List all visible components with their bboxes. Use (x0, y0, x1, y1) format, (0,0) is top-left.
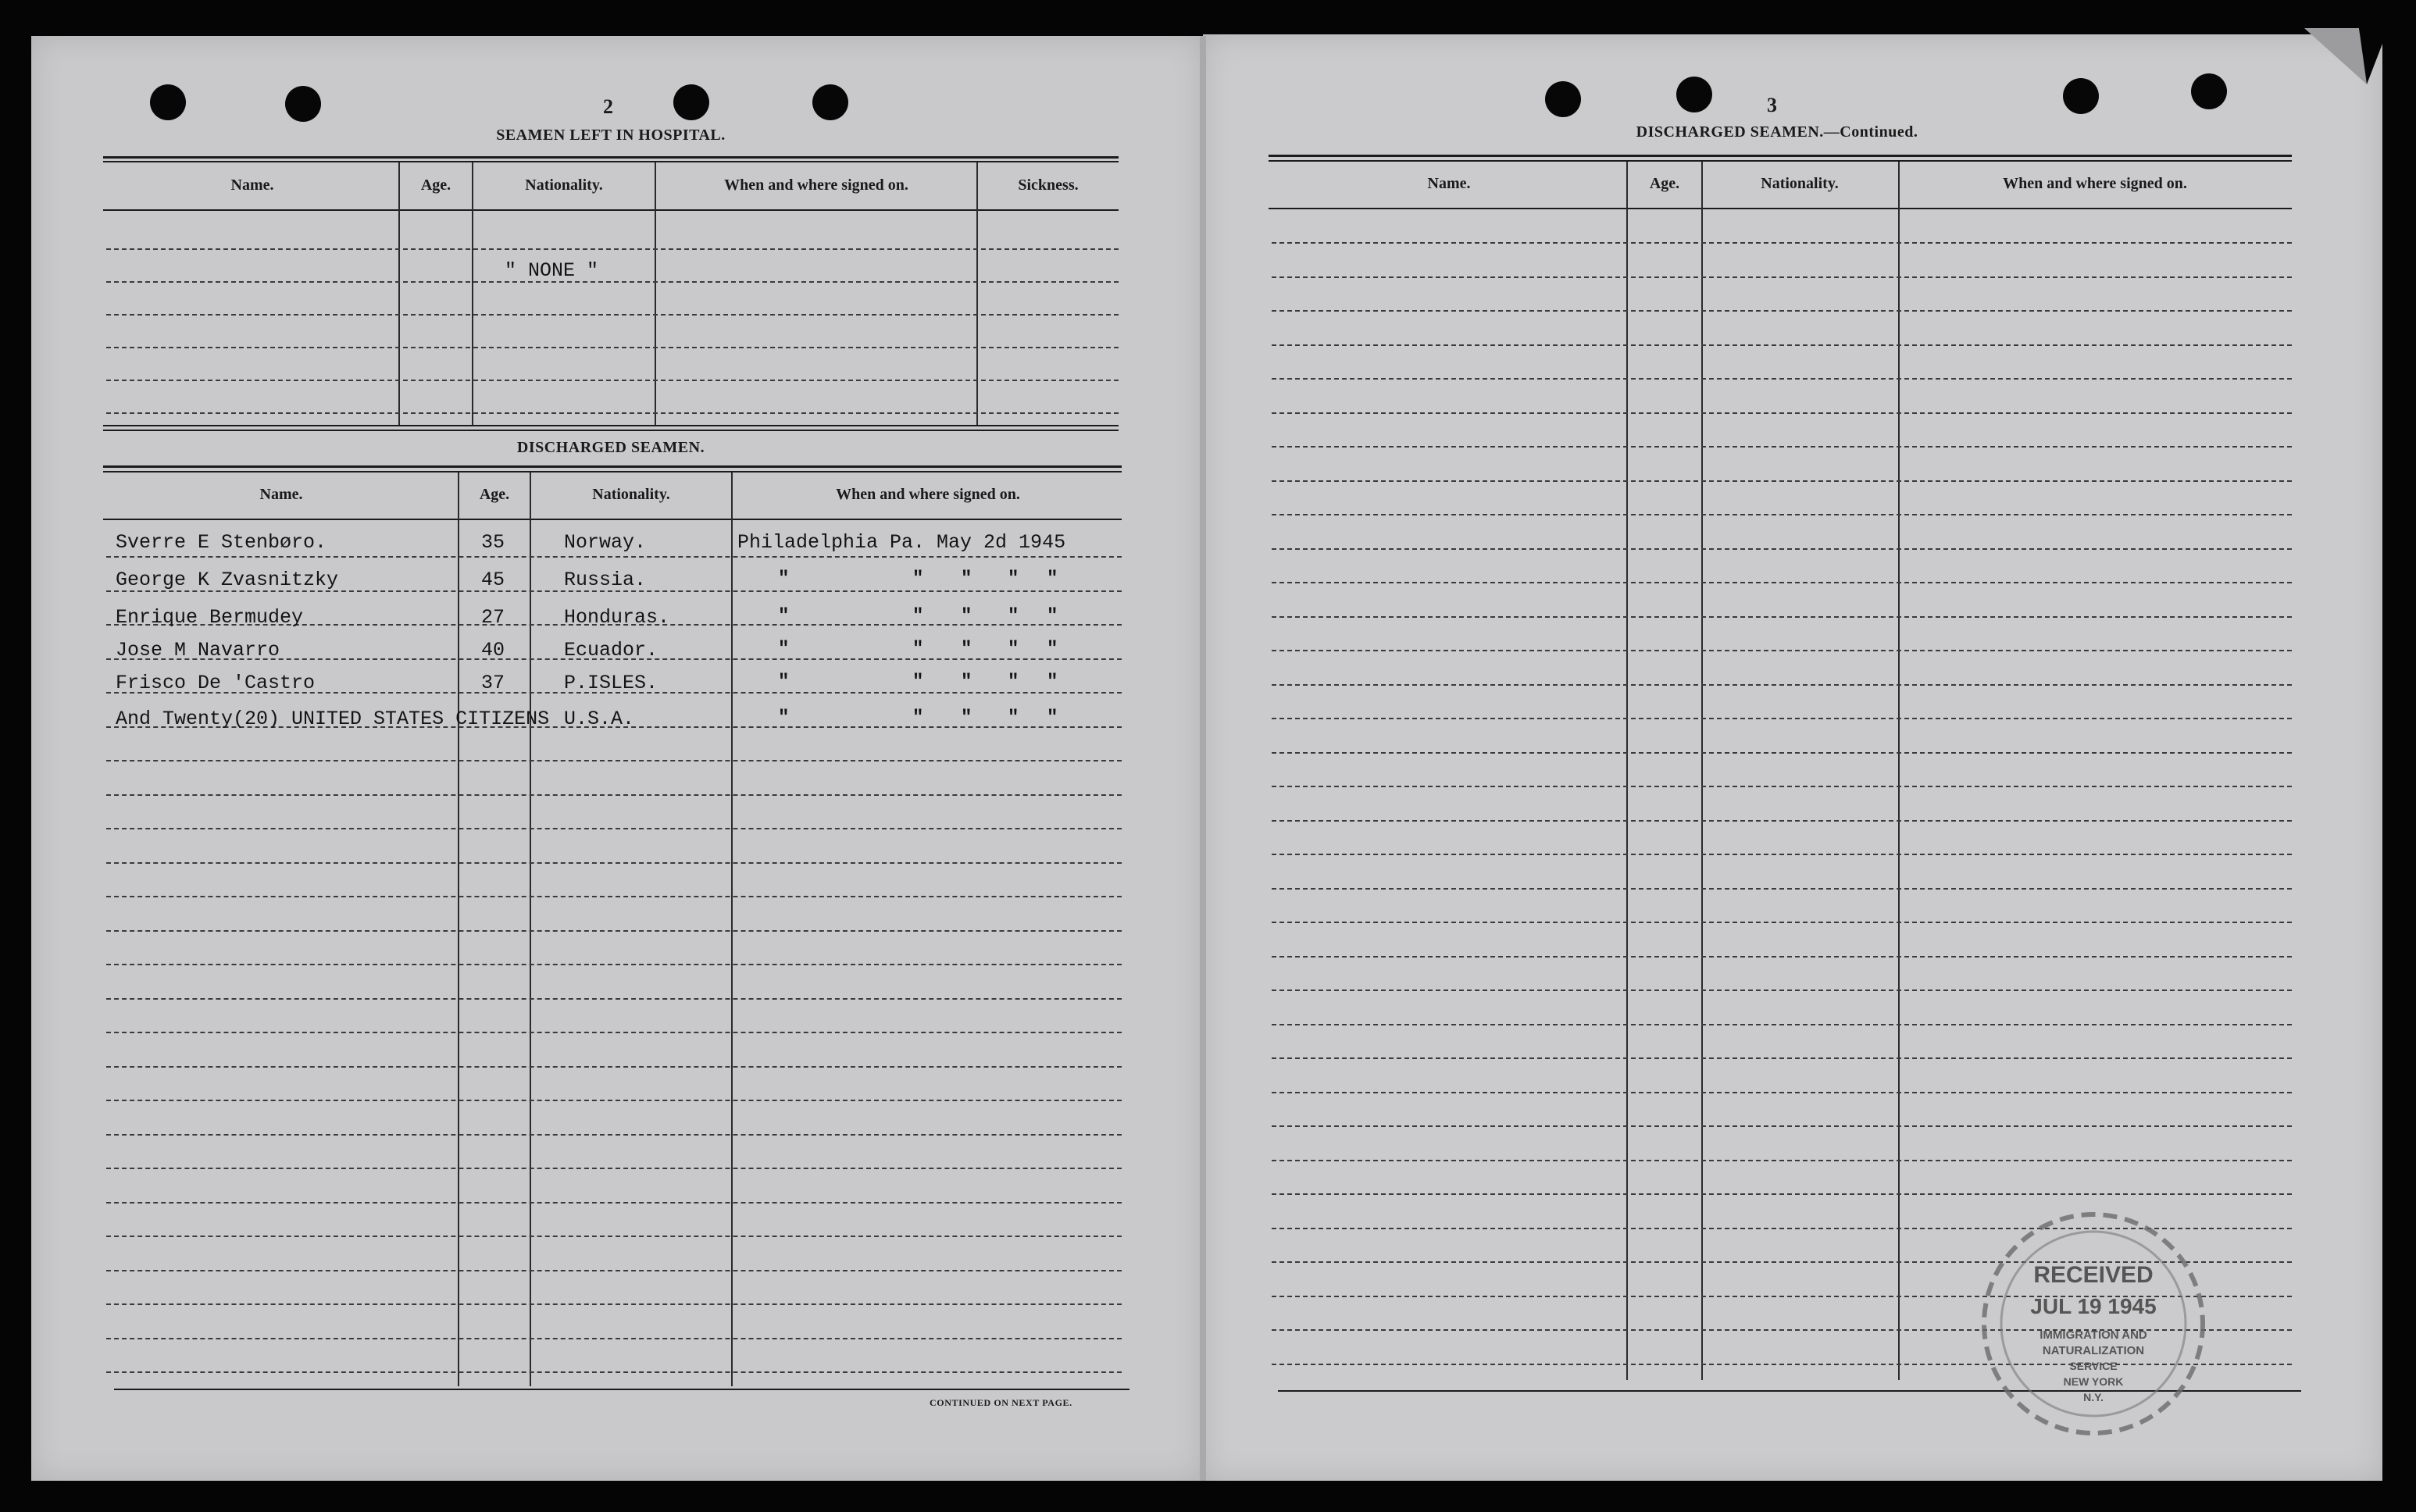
row-line (106, 828, 1122, 829)
hospital-col-nationality: Nationality. (525, 177, 603, 194)
hospital-col-divider (976, 162, 978, 426)
row-line (106, 281, 1119, 283)
row-line (1272, 1092, 2292, 1093)
page-spine (1200, 36, 1206, 1481)
row-line (106, 1134, 1122, 1136)
ditto-mark: " (961, 606, 972, 627)
row-line (1272, 412, 2292, 414)
folded-corner (2304, 28, 2382, 91)
row-line (106, 1032, 1122, 1033)
hospital-col-sickness: Sickness. (1018, 177, 1079, 194)
row-line (106, 1303, 1122, 1305)
row-line (1272, 888, 2292, 890)
row-line (1272, 378, 2292, 380)
ditto-mark: " (912, 606, 924, 627)
hospital-bottom-rule (103, 425, 1119, 426)
left-page (31, 36, 1203, 1481)
seaman-age: 35 (481, 531, 505, 554)
row-line (106, 412, 1119, 414)
continued-note: CONTINUED ON NEXT PAGE. (930, 1397, 1072, 1408)
ditto-mark: " (1047, 639, 1058, 660)
right-col-nationality: Nationality. (1761, 175, 1839, 192)
row-line (1272, 922, 2292, 923)
seaman-age: 27 (481, 606, 505, 629)
hospital-col-name: Name. (230, 177, 274, 194)
row-line (1272, 854, 2292, 855)
ditto-mark: " (912, 639, 924, 660)
row-line (106, 1100, 1122, 1101)
punch-hole (2063, 78, 2099, 114)
ditto-mark: " (912, 708, 924, 729)
row-line (1272, 344, 2292, 346)
ditto-mark: " (1008, 639, 1019, 660)
row-line (1272, 650, 2292, 651)
row-line (106, 862, 1122, 864)
seaman-name: George K Zvasnitzky (116, 569, 339, 591)
ditto-mark: " (912, 569, 924, 590)
hospital-top-rule (103, 161, 1119, 162)
ditto-mark: " (1008, 672, 1019, 693)
row-line (106, 794, 1122, 796)
row-line (1272, 514, 2292, 515)
ditto-mark: " (1008, 569, 1019, 590)
page-number: 3 (1767, 94, 1777, 116)
seaman-nationality: Russia. (564, 569, 647, 591)
hospital-col-signed-on: When and where signed on. (724, 177, 908, 194)
stamp-line6: NEW YORK (2063, 1375, 2124, 1388)
punch-hole (1545, 81, 1581, 117)
ditto-mark: " (1047, 672, 1058, 693)
row-line (1272, 990, 2292, 991)
discharged-continued-title: DISCHARGED SEAMEN.—Continued. (1636, 123, 1918, 141)
discharged-header-rule (103, 519, 1122, 520)
stamp-line3: IMMIGRATION AND (2040, 1328, 2147, 1342)
seaman-name: Frisco De 'Castro (116, 672, 316, 694)
hospital-top-rule (103, 156, 1119, 159)
row-line (1272, 548, 2292, 550)
seaman-nationality: U.S.A. (564, 708, 635, 730)
row-line (1272, 1024, 2292, 1025)
row-line (1272, 242, 2292, 244)
row-line (106, 556, 1122, 558)
ditto-mark: " (778, 569, 790, 590)
hospital-none-entry: " NONE " (505, 259, 599, 282)
row-line (1272, 616, 2292, 618)
row-line (106, 1202, 1122, 1204)
row-line (106, 347, 1119, 348)
row-line (106, 1270, 1122, 1271)
seaman-name: And Twenty(20) UNITED STATES CITIZENS (116, 708, 550, 730)
row-line (1272, 446, 2292, 448)
row-line (106, 1168, 1122, 1169)
ditto-mark: " (1008, 708, 1019, 729)
discharged-col-age: Age. (479, 486, 510, 503)
seaman-age: 40 (481, 639, 505, 662)
hospital-header-rule (103, 209, 1119, 211)
ditto-mark: " (778, 672, 790, 693)
row-line (106, 964, 1122, 965)
seaman-age: 37 (481, 672, 505, 694)
row-line (1272, 786, 2292, 787)
punch-hole (1676, 77, 1712, 112)
ditto-mark: " (778, 606, 790, 627)
discharged-top-rule (103, 471, 1122, 472)
seaman-signed-on: Philadelphia Pa. May 2d 1945 (737, 531, 1066, 554)
seaman-nationality: Honduras. (564, 606, 670, 629)
received-stamp (1976, 1195, 2211, 1453)
row-line (106, 896, 1122, 897)
hospital-col-divider (398, 162, 400, 426)
row-line (106, 1371, 1122, 1373)
ditto-mark: " (961, 708, 972, 729)
row-line (106, 760, 1122, 761)
row-line (106, 1338, 1122, 1339)
ditto-mark: " (778, 639, 790, 660)
ditto-mark: " (1047, 569, 1058, 590)
ditto-mark: " (1047, 606, 1058, 627)
stamp-line5: SERVICE (2069, 1360, 2118, 1372)
ditto-mark: " (778, 708, 790, 729)
row-line (1272, 582, 2292, 583)
seaman-name: Sverre E Stenbøro. (116, 531, 327, 554)
row-line (106, 930, 1122, 932)
punch-hole (2191, 73, 2227, 109)
ditto-mark: " (1047, 708, 1058, 729)
seaman-nationality: P.ISLES. (564, 672, 658, 694)
row-line (106, 1236, 1122, 1237)
stamp-line4: NATURALIZATION (2042, 1344, 2145, 1357)
row-line (1272, 956, 2292, 957)
ditto-mark: " (961, 672, 972, 693)
stamp-received: RECEIVED (2033, 1262, 2154, 1288)
row-line (1272, 276, 2292, 278)
hospital-col-age: Age. (420, 177, 451, 194)
row-line (106, 1066, 1122, 1068)
punch-hole (673, 84, 709, 120)
punch-hole (285, 86, 321, 122)
discharged-col-nationality: Nationality. (592, 486, 670, 503)
right-col-signed-on: When and where signed on. (2003, 175, 2187, 192)
right-top-rule (1269, 155, 2292, 157)
row-line (1272, 718, 2292, 719)
discharged-col-signed-on: When and where signed on. (836, 486, 1020, 503)
row-line (1272, 684, 2292, 686)
row-line (106, 380, 1119, 381)
ditto-mark: " (961, 639, 972, 660)
right-col-name: Name. (1427, 175, 1471, 192)
seaman-name: Enrique Bermudey (116, 606, 304, 629)
row-line (1272, 752, 2292, 754)
discharged-section-title: DISCHARGED SEAMEN. (516, 439, 705, 456)
right-top-rule (1269, 160, 2292, 162)
ditto-mark: " (1008, 606, 1019, 627)
right-col-age: Age. (1649, 175, 1680, 192)
row-line (106, 998, 1122, 1000)
punch-hole (812, 84, 848, 120)
stamp-line7: N.Y. (2083, 1391, 2104, 1403)
row-line (106, 248, 1119, 250)
page-number: 2 (603, 95, 613, 118)
seaman-nationality: Norway. (564, 531, 647, 554)
discharged-bottom-rule (114, 1389, 1129, 1390)
hospital-col-divider (655, 162, 656, 426)
row-line (1272, 1160, 2292, 1161)
seaman-age: 45 (481, 569, 505, 591)
row-line (106, 314, 1119, 316)
stamp-date: JUL 19 1945 (2030, 1294, 2157, 1318)
discharged-top-rule (103, 465, 1122, 468)
seaman-nationality: Ecuador. (564, 639, 658, 662)
row-line (1272, 480, 2292, 482)
row-line (1272, 310, 2292, 312)
hospital-section-title: SEAMEN LEFT IN HOSPITAL. (496, 127, 726, 144)
discharged-col-name: Name. (259, 486, 303, 503)
right-header-rule (1269, 208, 2292, 209)
ditto-mark: " (961, 569, 972, 590)
ditto-mark: " (912, 672, 924, 693)
punch-hole (150, 84, 186, 120)
row-line (1272, 1125, 2292, 1127)
hospital-bottom-rule (103, 430, 1119, 431)
row-line (1272, 1057, 2292, 1059)
row-line (1272, 820, 2292, 822)
seaman-name: Jose M Navarro (116, 639, 280, 662)
hospital-col-divider (472, 162, 473, 426)
